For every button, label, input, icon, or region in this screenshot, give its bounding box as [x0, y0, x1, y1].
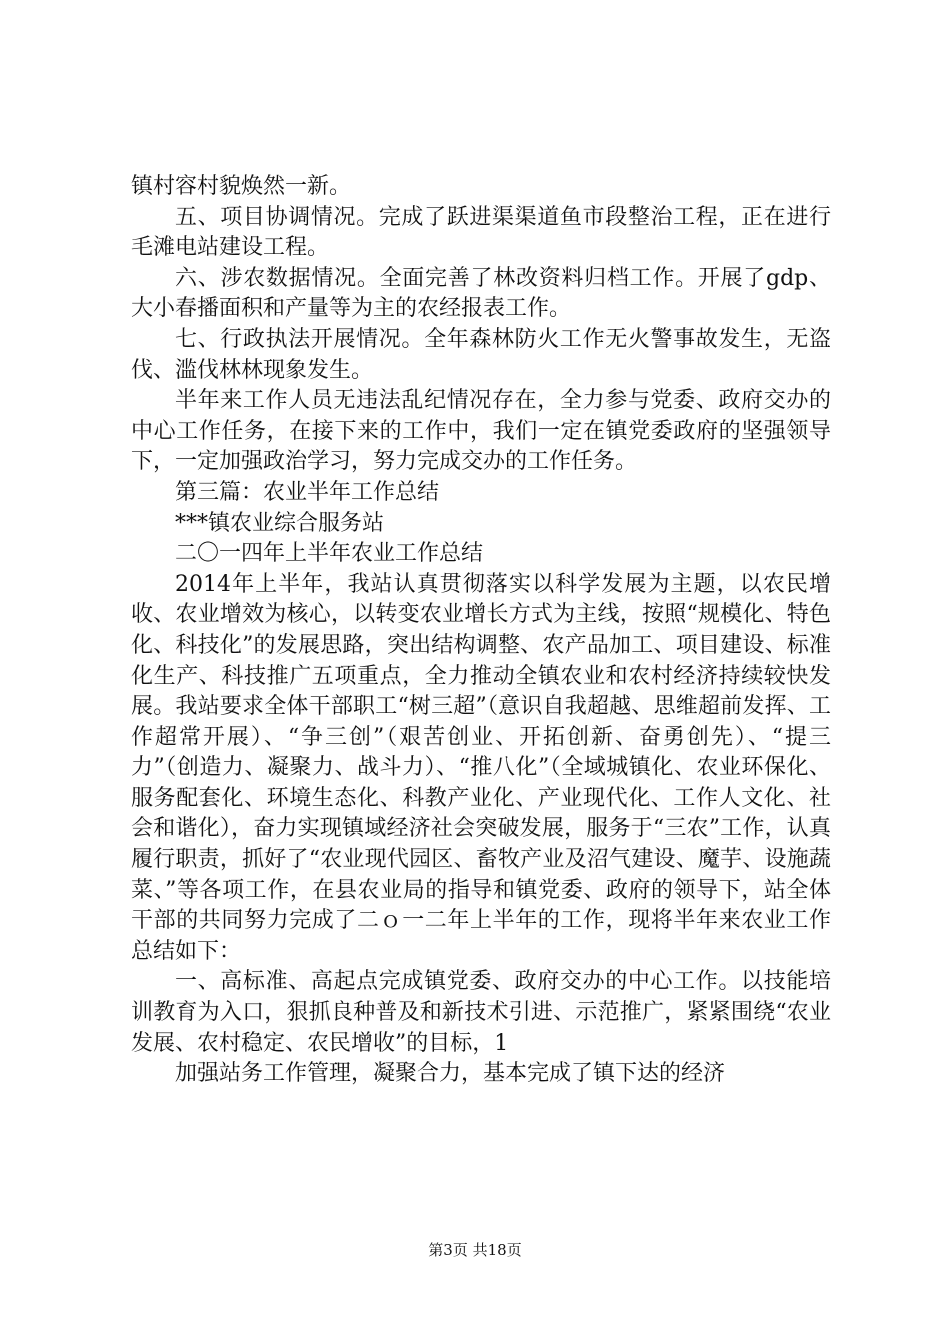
- paragraph: 二〇一四年上半年农业工作总结: [175, 541, 484, 567]
- paragraph: 镇村容村貌焕然一新。: [131, 174, 352, 199]
- paragraph: ***镇农业综合服务站: [175, 510, 385, 536]
- paragraph: 加强站务工作管理，凝聚合力，基本完成了镇下达的经济: [175, 1061, 726, 1087]
- paragraph: 五、项目协调情况。完成了跃进渠渠道鱼市段整治工程，正在进行毛滩电站建设工程。: [131, 204, 831, 261]
- paragraph: 半年来工作人员无违法乱纪情况存在，全力参与党委、政府交办的中心工作任务，在接下来的工作中，我们一定在镇党委政府的坚强领导下，一定加强政治学习，努力完成交办的工作任务。: [131, 388, 831, 475]
- document-body: [131, 172, 831, 1090]
- page-footer: 第3页 共18页: [428, 1241, 522, 1259]
- paragraph: 2014年上半年，我站认真贯彻落实以科学发展为主题，以农民增收、农业增效为核心，以转变农业增长方式为主线，按照“规模化、特色化、科技化”的发展思路，突出结构调整、农产品加工、项目建设、标准化生产、科技推广五项重点，全力推动全镇农业和农村经济持续较快发展。我站要求全体干部职工“树三超”（意识自我超越、思维超前发挥、工作超常开展）、“争三创”（艰苦创业、开拓创新、奋勇创先）、“提三力”（创造力、凝聚力、战斗力）、“推八化”（全域城镇化、农业环保化、服务配套化、环境生态化、科教产业化、产业现代化、工作人文化、社会和谐化），奋力实现镇域经济社会突破发展，服务于“三农”工作，认真履行职责，抓好了“农业现代园区、畜牧产业及沼气建设、魔芋、设施蔬菜、”等各项工作，在县农业局的指导和镇党委、政府的领导下，站全体干部的共同努力完成了二ｏ一二年上半年的工作，现将半年来农业工作总结如下：: [131, 571, 831, 964]
- paragraph: 一、高标准、高起点完成镇党委、政府交办的中心工作。以技能培训教育为入口，狠抓良种普及和新技术引进、示范推广，紧紧围绕“农业发展、农村稳定、农民增收”的目标，1: [131, 969, 831, 1056]
- paragraph: 第三篇：农业半年工作总结: [175, 479, 440, 505]
- paragraph: 六、涉农数据情况。全面完善了林改资料归档工作。开展了gdp、大小春播面积和产量等为主的农经报表工作。: [131, 265, 831, 322]
- paragraph: 七、行政执法开展情况。全年森林防火工作无火警事故发生，无盗伐、滥伐林林现象发生。: [131, 326, 831, 383]
